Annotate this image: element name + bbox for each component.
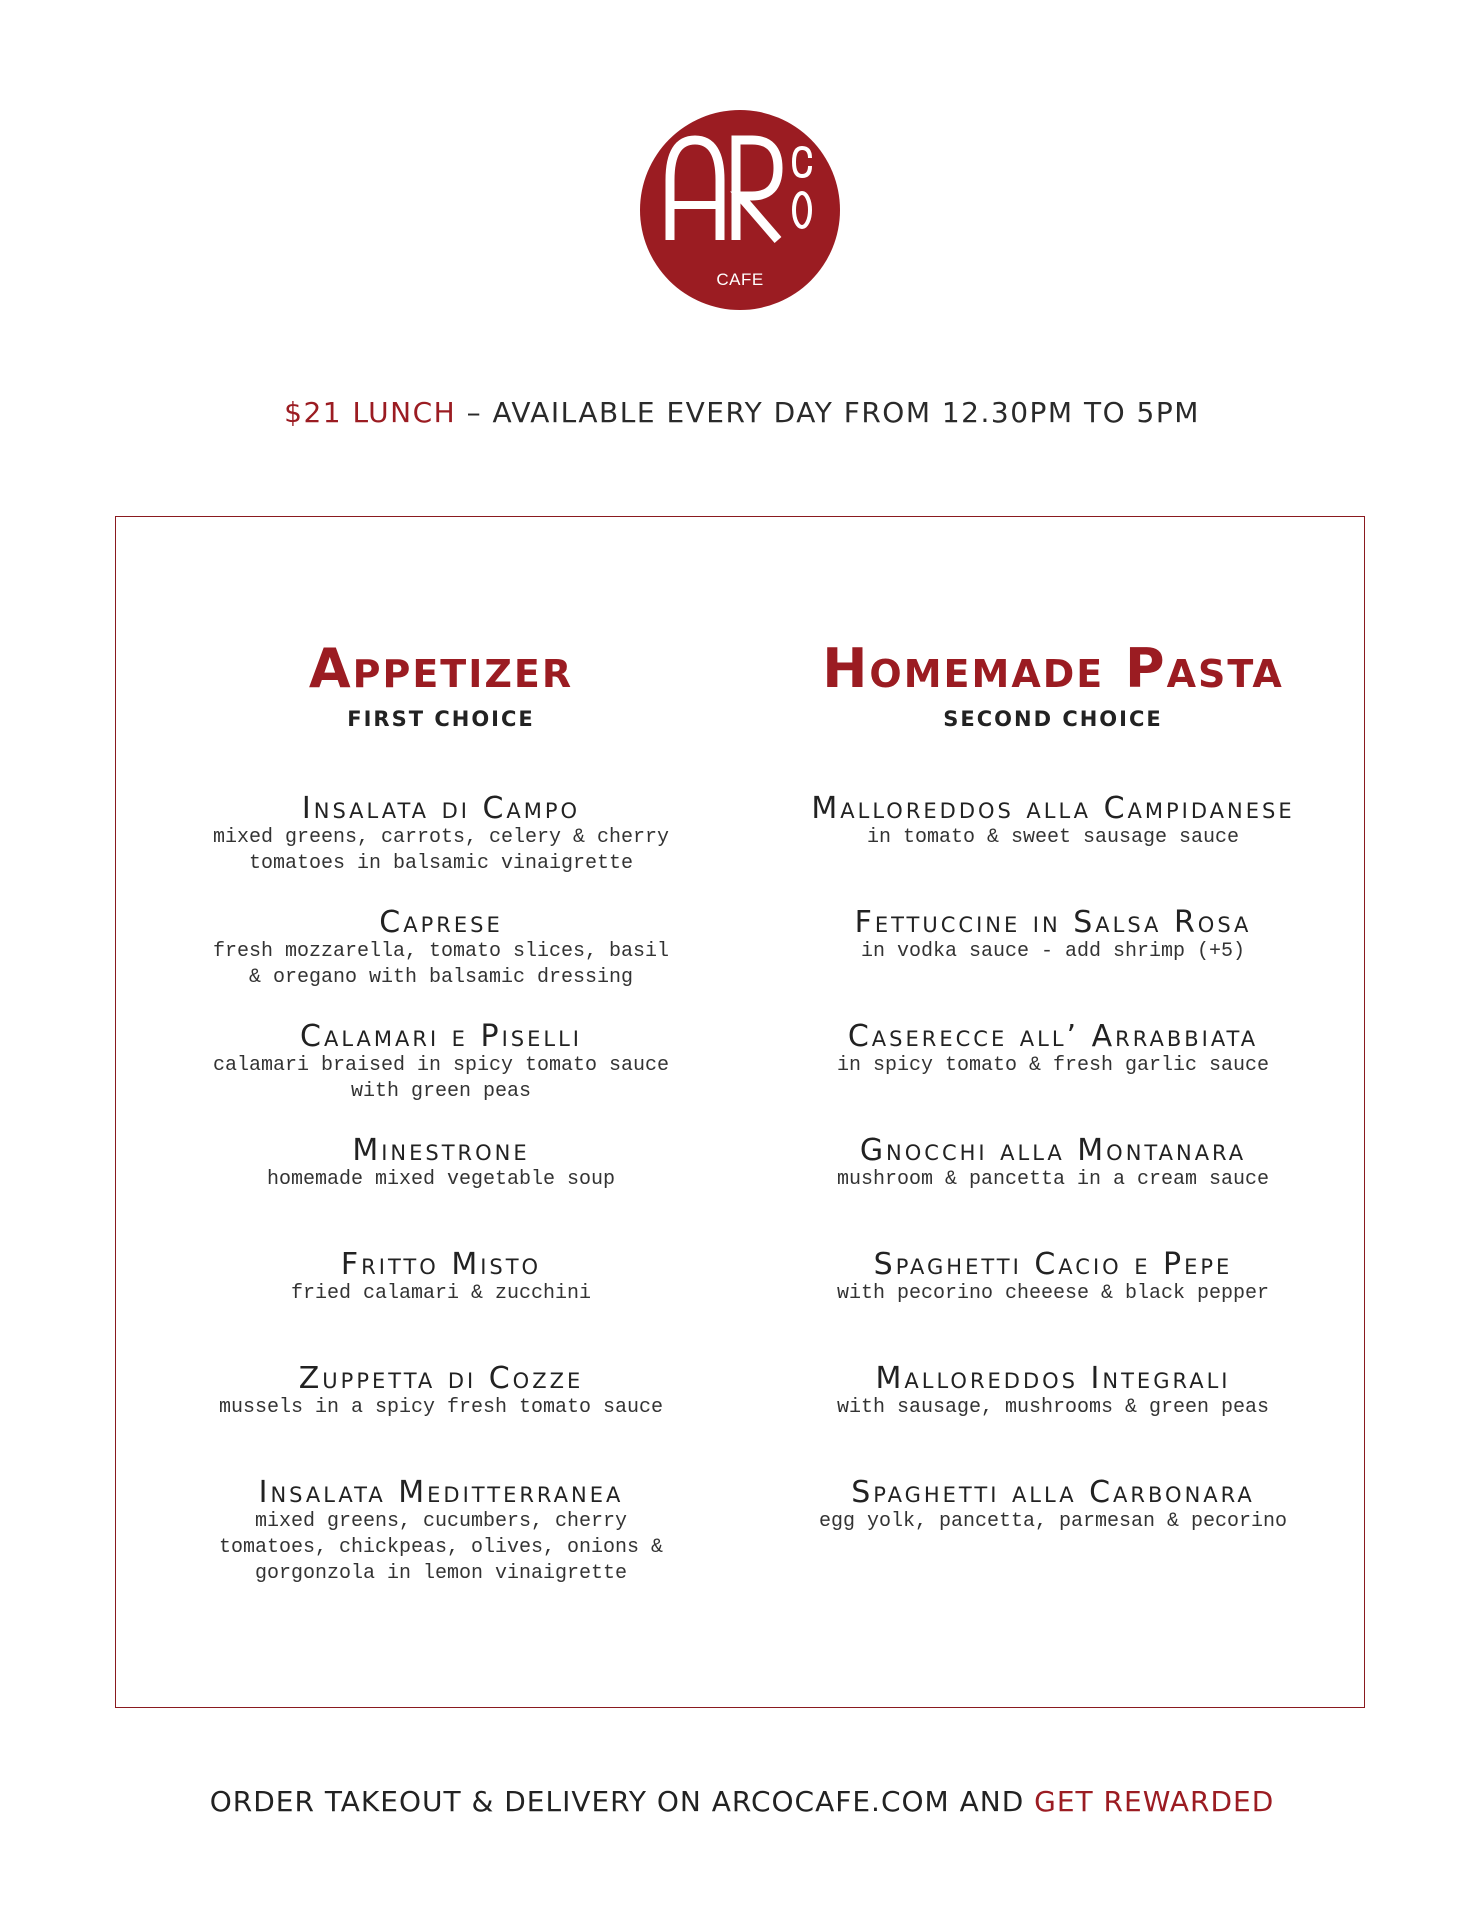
item-description: calamari braised in spicy tomato sauce with green peas (212, 1054, 670, 1103)
item-description: egg yolk, pancetta, parmesan & pecorino (818, 1510, 1288, 1533)
menu-item (773, 793, 1333, 907)
item-name: Spaghetti Cacio e Pepe (873, 1247, 1233, 1282)
menu-item (773, 1363, 1333, 1477)
item-name: Insalata Meditterranea (258, 1475, 624, 1510)
pasta-list (773, 793, 1333, 1591)
item-description: mixed greens, cucumbers, cherry tomatoes, chickpeas, olives, onions & gorgonzola in lemon vinaigrette (218, 1510, 664, 1585)
item-description: in spicy tomato & fresh garlic sauce (836, 1054, 1270, 1077)
menu-item (773, 907, 1333, 1021)
appetizer-list (161, 793, 721, 1591)
pasta-title: Homemade Pasta (822, 637, 1284, 700)
menu-item (161, 793, 721, 907)
lunch-tagline (0, 396, 1484, 429)
menu-item (773, 1477, 1333, 1591)
appetizer-subtitle: FIRST CHOICE (347, 707, 535, 731)
item-description: mixed greens, carrots, celery & cherry tomatoes in balsamic vinaigrette (212, 826, 670, 875)
menu-item (161, 1477, 721, 1591)
item-description: mussels in a spicy fresh tomato sauce (218, 1396, 664, 1419)
menu-item (161, 1021, 721, 1135)
item-description: fresh mozzarella, tomato slices, basil & oregano with balsamic dressing (212, 940, 670, 989)
logo-cafe-text: CAFE (716, 270, 764, 289)
item-name: Zuppetta di Cozze (298, 1361, 584, 1396)
menu-item (161, 907, 721, 1021)
item-name: Fettuccine in Salsa Rosa (854, 905, 1252, 940)
item-description: in tomato & sweet sausage sauce (866, 826, 1240, 849)
menu-item (161, 1249, 721, 1363)
lunch-availability: – AVAILABLE EVERY DAY FROM 12.30PM TO 5PM (456, 396, 1200, 429)
menu-item (773, 1021, 1333, 1135)
item-name: Caserecce all’ Arrabbiata (847, 1019, 1259, 1054)
item-description: homemade mixed vegetable soup (266, 1168, 616, 1191)
appetizer-column (161, 517, 721, 1591)
item-name: Gnocchi alla Montanara (859, 1133, 1247, 1168)
item-name: Malloreddos alla Campidanese (811, 791, 1295, 826)
menu-frame (115, 516, 1365, 1708)
item-description: with sausage, mushrooms & green peas (836, 1396, 1270, 1419)
menu-item (773, 1249, 1333, 1363)
item-name: Calamari e Piselli (300, 1019, 582, 1054)
footer-text: ORDER TAKEOUT & DELIVERY ON ARCOCAFE.COM AND (209, 1785, 1035, 1818)
appetizer-title: Appetizer (308, 637, 574, 700)
item-name: Insalata di Campo (301, 791, 581, 826)
footer-promo (0, 1785, 1484, 1818)
item-description: mushroom & pancetta in a cream sauce (836, 1168, 1270, 1191)
pasta-column (773, 517, 1333, 1591)
item-name: Minestrone (352, 1133, 530, 1168)
item-name: Spaghetti alla Carbonara (851, 1475, 1255, 1510)
lunch-price: $21 LUNCH (284, 396, 457, 429)
item-description: with pecorino cheeese & black pepper (836, 1282, 1270, 1305)
footer-highlight: GET REWARDED (1034, 1785, 1275, 1818)
menu-item (161, 1363, 721, 1477)
pasta-subtitle: SECOND CHOICE (943, 707, 1163, 731)
item-name: Malloreddos Integrali (875, 1361, 1231, 1396)
item-description: fried calamari & zucchini (290, 1282, 592, 1305)
menu-item (773, 1135, 1333, 1249)
item-name: Fritto Misto (340, 1247, 542, 1282)
item-description: in vodka sauce - add shrimp (+5) (860, 940, 1246, 963)
menu-item (161, 1135, 721, 1249)
item-name: Caprese (379, 905, 503, 940)
arco-cafe-logo (640, 110, 840, 310)
